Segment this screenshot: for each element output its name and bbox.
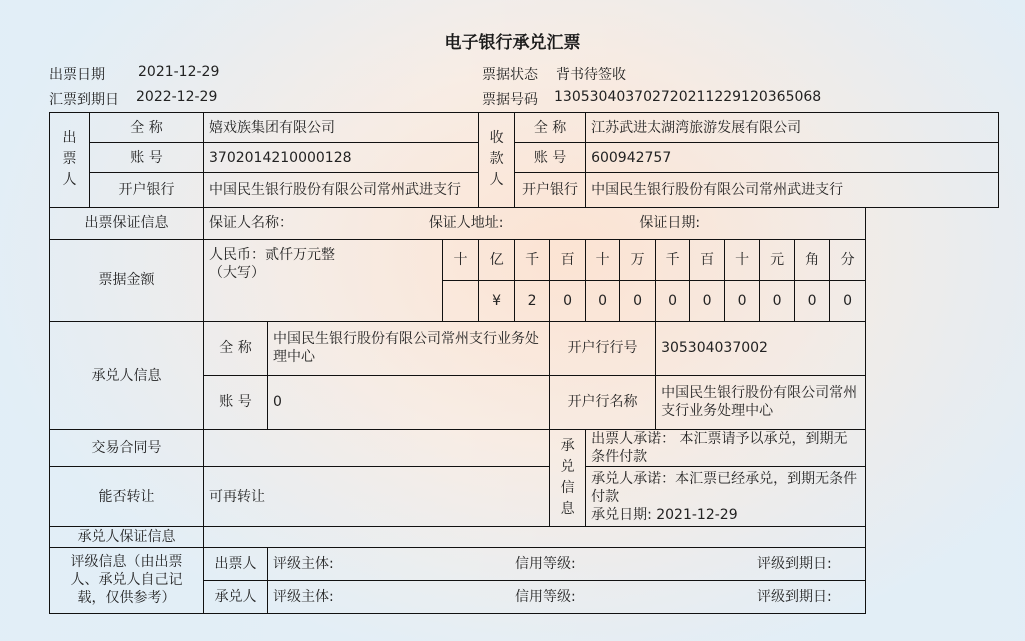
contract-label: 交易合同号 bbox=[50, 429, 204, 466]
transfer-label: 能否转让 bbox=[50, 467, 204, 527]
guarantor-address-label: 保证人地址: bbox=[428, 215, 504, 232]
acceptor-guarantee-value bbox=[204, 527, 866, 547]
payee-bank-label: 开户银行 bbox=[515, 173, 586, 207]
drawer-promise: 出票人承诺： 本汇票请予以承兑，到期无条件付款 bbox=[586, 429, 866, 466]
guarantee-row bbox=[204, 207, 866, 239]
issue-date-label: 出票日期 bbox=[49, 67, 105, 83]
digit-cell: 0 bbox=[830, 280, 866, 321]
page-title: 电子银行承兑汇票 bbox=[444, 33, 581, 53]
rating-acceptor-row bbox=[268, 580, 866, 613]
rating-expiry-label: 评级到期日: bbox=[757, 555, 832, 572]
digit-cell: 0 bbox=[620, 280, 656, 321]
acceptor-account-label: 账 号 bbox=[204, 375, 268, 429]
bill-number-label: 票据号码 bbox=[482, 92, 538, 108]
payee-section-label: 收 款 人 bbox=[479, 113, 515, 208]
acceptor-bank-no: 305304037002 bbox=[656, 322, 866, 375]
contract-value bbox=[204, 429, 550, 466]
acceptor-guarantee-label: 承兑人保证信息 bbox=[50, 527, 204, 547]
unit-cell: 万 bbox=[620, 239, 656, 280]
unit-cell: 百 bbox=[550, 239, 586, 280]
status-row bbox=[482, 64, 626, 84]
digit-cell: 0 bbox=[690, 280, 725, 321]
unit-cell: 元 bbox=[760, 239, 795, 280]
issue-date-row bbox=[49, 64, 220, 84]
unit-cell: 千 bbox=[515, 239, 550, 280]
due-date-value: 2022-12-29 bbox=[136, 89, 218, 105]
digit-cell: 2 bbox=[515, 280, 550, 321]
acceptor-bank-name: 中国民生银行股份有限公司常州支行业务处理中心 bbox=[656, 375, 866, 429]
guarantee-date-label: 保证日期: bbox=[639, 215, 701, 232]
digit-cell: 0 bbox=[550, 280, 586, 321]
acceptor-name: 中国民生银行股份有限公司常州支行业务处理中心 bbox=[268, 322, 550, 375]
bill-number-value: 130530403702720211229120365068 bbox=[554, 89, 822, 105]
unit-cell: 百 bbox=[690, 239, 725, 280]
acceptor-bank-name-label: 开户行名称 bbox=[550, 375, 656, 429]
digit-cell bbox=[443, 280, 479, 321]
payee-account-label: 账 号 bbox=[515, 143, 586, 173]
amount-text bbox=[204, 239, 443, 321]
rating-drawer-label: 出票人 bbox=[204, 547, 268, 580]
transfer-value: 可再转让 bbox=[204, 467, 550, 527]
bill-number-row bbox=[482, 89, 822, 109]
acceptor-name-label: 全 称 bbox=[204, 322, 268, 375]
payee-name: 江苏武进太湖湾旅游发展有限公司 bbox=[586, 113, 999, 143]
payee-account: 600942757 bbox=[586, 143, 999, 173]
digit-cell: 0 bbox=[725, 280, 760, 321]
acceptor-label: 承兑人信息 bbox=[50, 322, 204, 430]
rating-expiry-label: 评级到期日: bbox=[757, 588, 832, 605]
amount-uppercase-note: （大写） bbox=[209, 264, 265, 281]
bill-table bbox=[49, 112, 999, 614]
acceptor-promise-cell bbox=[586, 467, 866, 527]
drawer-section-label: 出 票 人 bbox=[50, 113, 90, 208]
amount-label: 票据金额 bbox=[50, 239, 204, 321]
unit-cell: 千 bbox=[656, 239, 690, 280]
digit-cell: 0 bbox=[760, 280, 795, 321]
acceptor-promise: 承兑人承诺：本汇票已经承兑，到期无条件付款 bbox=[591, 470, 858, 505]
guarantor-name-label: 保证人名称： bbox=[209, 215, 293, 232]
amount-in-words: 人民币：贰仟万元整 bbox=[209, 246, 335, 263]
payee-name-label: 全 称 bbox=[515, 113, 586, 143]
drawer-bank-label: 开户银行 bbox=[90, 173, 204, 207]
digit-cell: ¥ bbox=[479, 280, 515, 321]
digit-cell: 0 bbox=[656, 280, 690, 321]
acceptor-account: 0 bbox=[268, 375, 550, 429]
drawer-account: 3702014210000128 bbox=[204, 143, 479, 173]
unit-cell: 十 bbox=[725, 239, 760, 280]
rating-drawer-row bbox=[268, 547, 866, 580]
unit-cell: 十 bbox=[586, 239, 620, 280]
drawer-account-label: 账 号 bbox=[90, 143, 204, 173]
acceptance-date: 承兑日期: 2021-12-29 bbox=[591, 506, 738, 523]
due-date-label: 汇票到期日 bbox=[49, 92, 119, 108]
acceptor-bank-no-label: 开户行行号 bbox=[550, 322, 656, 375]
drawer-name-label: 全 称 bbox=[90, 113, 204, 143]
unit-cell: 亿 bbox=[479, 239, 515, 280]
digit-cell: 0 bbox=[586, 280, 620, 321]
guarantee-label: 出票保证信息 bbox=[50, 207, 204, 239]
digit-cell: 0 bbox=[795, 280, 830, 321]
rating-subject-label: 评级主体: bbox=[273, 588, 334, 605]
due-date-row bbox=[49, 89, 218, 109]
status-value: 背书待签收 bbox=[556, 67, 626, 83]
rating-label: 评级信息（由出票 人、承兑人自己记 载，仅供参考） bbox=[50, 547, 204, 613]
rating-grade-label: 信用等级: bbox=[515, 588, 576, 605]
rating-subject-label: 评级主体: bbox=[273, 555, 334, 572]
unit-cell: 分 bbox=[830, 239, 866, 280]
unit-cell: 十 bbox=[443, 239, 479, 280]
issue-date-value: 2021-12-29 bbox=[138, 64, 220, 80]
rating-acceptor-label: 承兑人 bbox=[204, 580, 268, 613]
drawer-name: 嬉戏族集团有限公司 bbox=[204, 113, 479, 143]
unit-cell: 角 bbox=[795, 239, 830, 280]
drawer-bank: 中国民生银行股份有限公司常州武进支行 bbox=[204, 173, 479, 207]
acceptance-section-label: 承 兑 信 息 bbox=[550, 429, 586, 527]
status-label: 票据状态 bbox=[482, 67, 538, 83]
rating-grade-label: 信用等级: bbox=[515, 555, 576, 572]
payee-bank: 中国民生银行股份有限公司常州武进支行 bbox=[586, 173, 999, 207]
